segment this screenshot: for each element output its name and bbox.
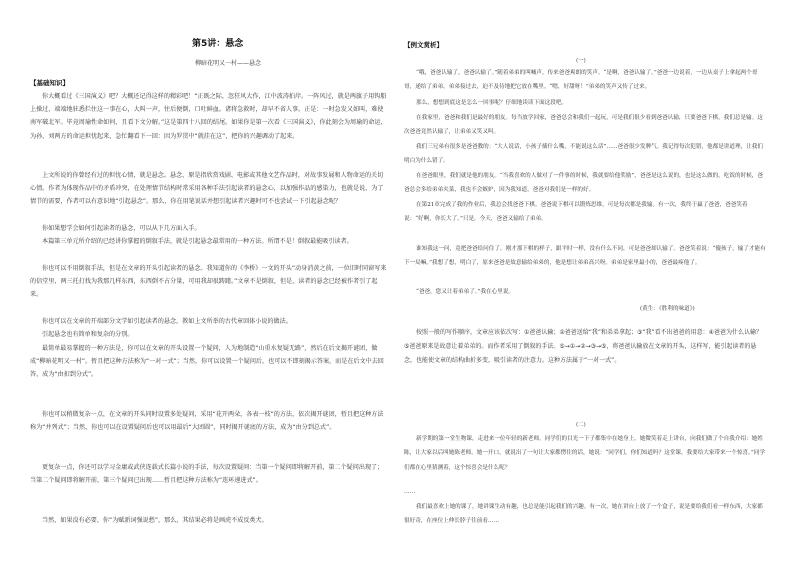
example-heading: 【例文赏析】 <box>404 41 443 49</box>
paragraph-caution: 当然，如果没有必要，你“为赋新词强说愁”，那么，其结果必将是画虎不成反类犬。 <box>42 517 268 524</box>
excerpt-two-ellipsis: …… <box>404 489 416 495</box>
excerpt-one-para-7: 谁知我这一问，竟把爸爸给问住了。刚才那下棋的样子，跟平时一样，没有什么不同，可是爸爸却认输了。爸爸笑着说：“傻孩子，输了才能有下一局嘛。”我想了想，明白了，原来爸爸是故意输给弟弟的，他是想让弟弟高兴呀。弟弟是家里最小的，爸爸最疼他了。 <box>404 246 766 267</box>
excerpt-one-para-5: 在爸爸眼里，我们就是他的朋友。“当我喜欢的人做对了一件事的时候，我就要给他奖励”，爸爸是这么说的，也是这么做的。吃饭的时候，爸爸总会多给弟弟夹菜，我也不会嫉妒，因为我知道，爸爸对我们是一样的好。 <box>404 173 763 194</box>
excerpt-one-para-8: “爸爸，您又让着弟弟了。”我在心里说。 <box>416 289 515 295</box>
excerpt-one-para-1: “哦，爸爸认输了，爸爸认输了。”随着弟弟的叫喊声，传来爸爸爽朗的笑声。“是啊，爸爸认输了，”爸爸一边说着，一边从桌子上拿起两个哥哥，递给了弟弟。弟弟接过去，迫不及待地把它放在嘴里。“嗯，好甜呀！”弟弟的笑声又传了过来。 <box>404 70 758 91</box>
page-title: 第5讲：悬念 <box>192 39 244 49</box>
paragraph-parallel: 你也可以稍微复杂一点，在文章的开头同时设置多处疑问，采用“花开两朵，各表一枝”的方法，依次揭开谜团，暂且把这种方法称为“并列式”；当然，你也可以在设置疑问后也可以用最后“大团圆”，同时揭开谜底的方法，成为“由分到总式”。 <box>30 411 384 432</box>
page-subtitle: 柳暗花明又一村——悬念 <box>195 60 262 67</box>
paragraph-intro: 你大概看过《三国演义》吧？大概还记得这样的精彩吧！“正既之际，忽狂风大作，江中波涛拍岸。一阵风过，就是两旗子用钩船上操过，端端地驻悉拦住这一事在心，大叫一声，往后便倒，口吐鲜血。诸将急救时，却早不省人事。正是：一时急发又如叫，难使南军破北军。毕竟周瑜性命如何，且看下文分解。”这是第四十八回的结尾。如果你是第一次看《三国演义》，你此刻会为周瑜的命运、为孙、刘两方的命运担忧起来，急忙翻看下一回：因为罗贯中“就挂在这”，把你的兴趣调动了起来。 <box>30 93 387 140</box>
excerpt-one-para-3: 在我家里，爸爸和我们是最好的朋友。每当放学回家，爸爸总会和我们一起玩，可是我们很少看到爸爸认输，只要爸爸下棋，我们总是输。这次爸爸竟然认输了，让弟弟又笑又叫。 <box>404 115 763 136</box>
excerpt-one-para-6: 在第21章完成了我的作业后，我总会找爸爸下棋。爸爸说下棋可以锻炼思维，可是每次都是我输。有一次，我终于赢了爸爸，爸爸笑着说：“好啊，你长大了。”只是，今天，爸爸又输给了弟弟。 <box>404 202 748 223</box>
paragraph-flashback: 本篇第三单元所介绍的已经讲你掌握的倒叙手法，就是引起悬念最常用的一种方法。所谓不是！倒叙最能吸引读者。 <box>42 238 353 245</box>
excerpt-two-para-2: 我们最喜欢上她的课了，她讲课生动有趣，也总是能引起我们的兴趣。有一次，她在讲台上放了一个盒子，说是要给我们看一样东西，大家都很好奇，在座位上伸长脖子往前看…… <box>404 504 763 525</box>
paragraph-definition: 上文所说的你曾经有过的担忧心情，就是悬念。悬念，原是指欣赏戏剧、电影或其他文艺作品时，对故事发展和人物命运的关切心情。作者为体现作品中的矛盾冲突，在处理情节结构时常采用各种手法引起读者的悬念心，以加强作品的感染力，也就是说，为了情节的需要，作者可以有意识地“引起悬念”。那么，你在用笔说话并想引起读者兴趣时可不也尝试一下引起悬念呢？ <box>30 172 384 206</box>
excerpt-one-para-2: 那么，想想到底这是怎么一回事呢？仔细地读读下面这段吧。 <box>416 100 568 106</box>
paragraph-chain: 更复杂一点，你还可以学习金庸或武侠连载式长篇小说的手法，每次设置疑问：当第一个疑问即将解开前，第二个疑问出现了；当第二个疑问即将解开前，第三个疑问已出现……暂且把这种方法称为“连环递进式”。 <box>30 464 384 485</box>
paragraph-levels: 引起悬念也有简单和复杂的分别。 <box>42 331 134 338</box>
paragraph-how-to: 你如果想学会如何引起读者的悬念，可以从下几方面入手。 <box>42 225 201 232</box>
basic-knowledge-heading: 【基础知识】 <box>30 79 69 87</box>
paragraph-chapter-end: 你也可以在文章的开端部分文学如引起读者的悬念，教如上文所举的古代章回体小说的做法。 <box>42 318 292 325</box>
excerpt-two-marker: (二) <box>576 422 586 428</box>
excerpt-one-source: (黄生：《胜利的味道》) <box>640 306 695 312</box>
paragraph-opening: 你也可以不用倒叙手法，但是在文章的开头引起读者的悬念。我知道你的《李桥》一文的开头“动身消黄之前，一位旧时同窗写来的信堂里，两三托打找为我那几样东西，东西倒不占分量，可用我却很踌躇。”文章不是倒叙，但是，读者的悬念已经被作者引了起来。 <box>30 265 387 299</box>
excerpt-one-marker: (一) <box>576 58 586 64</box>
excerpt-two-para-1: 新学期的第一堂生物课，走进来一位年轻的新老师，同学们的目光一下子都集中在她身上。她微笑着走上讲台，向我们做了个自我介绍：她姓陈，让大家以后叫她陈老师。她一开口，就说出了一句让大家都愣住的话，她说：“同学们，你们知道吗？这堂课，我要给大家带来一个惊喜。”同学们都在心里猜测着，这个惊喜会是什么呢？ <box>404 436 765 471</box>
paragraph-one-to-one: 最简单最易掌握的一种方法是，你可以在文章的开头设置一个疑问，人为地制造“山重水复疑无路”，然后在后文揭开谜团，做成“柳暗花明又一村”。暂且把这种方法称为“一对一式”；当然，你可以设置一个疑问后，也可以不即刻揭示答案，而是在后文中去回答，成为“由扣到分式”。 <box>30 345 384 379</box>
excerpt-one-para-4: 我们三兄弟有很多是爸爸教的：“大人说话，小孩子插什么嘴，不能说这么话”……爸爸很少发脾气。我记得每次犯错，他都是讲道理，让我们明白为什么错了。 <box>404 144 763 165</box>
excerpt-one-analysis: 按照一般的写作顺序，文章应该依次写：①爸爸认输；②爸爸送给“我”和弟弟拿起；③“我”看不出爸爸的用意：④爸爸为什么认输？⑤爸爸原来是故意让着弟弟的。而作者采用了倒叙的手法。⑤→①→②→③→⑤，将爸爸认输放在文章的开头，这样写，能引起读者的悬念，也能使文章的结构曲折多变，吸引读者的注意力。这种方法属于“一对一式”。 <box>404 329 762 364</box>
